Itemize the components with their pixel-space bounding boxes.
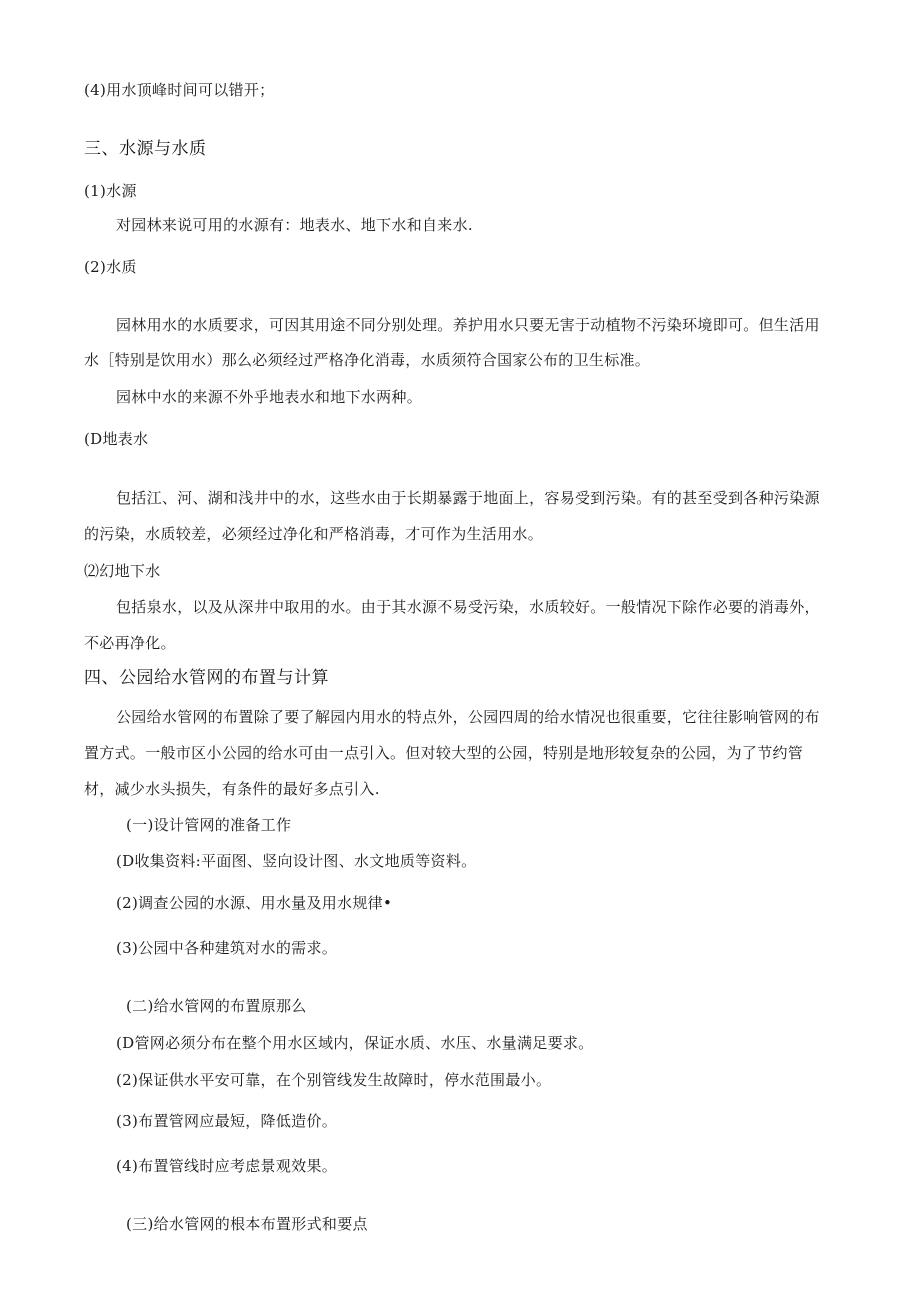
subsection-heading: (一)设计管网的准备工作 bbox=[126, 816, 292, 834]
list-item: (3)布置管网应最短，降低造价。 bbox=[116, 1112, 338, 1130]
paragraph: 园林用水的水质要求，可因其用途不同分别处理。养护用水只要无害于动植物不污染环境即可。但生活用 bbox=[116, 316, 820, 334]
list-item: (2)调查公园的水源、用水量及用水规律• bbox=[116, 894, 393, 912]
subheading: (1)水源 bbox=[84, 182, 137, 200]
paragraph-continued: 的污染，水质较差，必须经过净化和严格消毒，才可作为生活用水。 bbox=[84, 525, 544, 543]
subheading: ⑵幻地下水 bbox=[84, 562, 161, 580]
paragraph-continued: 置方式。一般市区小公园的给水可由一点引入。但对较大型的公园，特别是地形较复杂的公园，为了节约管 bbox=[84, 744, 804, 762]
list-item: (3)公园中各种建筑对水的需求。 bbox=[116, 939, 338, 957]
section-heading: 四、公园给水管网的布置与计算 bbox=[84, 668, 329, 688]
section-heading: 三、水源与水质 bbox=[84, 139, 207, 159]
paragraph: 公园给水管网的布置除了要了解园内用水的特点外，公园四周的给水情况也很重要，它往往影响管网的布 bbox=[116, 708, 820, 726]
list-item: (2)保证供水平安可靠，在个别管线发生故障时，停水范围最小。 bbox=[116, 1071, 552, 1089]
paragraph: 包括泉水，以及从深井中取用的水。由于其水源不易受污染，水质较好。一般情况下除作必要的消毒外， bbox=[116, 598, 820, 616]
subsection-heading: (三)给水管网的根本布置形式和要点 bbox=[126, 1215, 368, 1233]
list-item: (D收集资料:平面图、竖向设计图、水文地质等资料。 bbox=[116, 852, 477, 870]
subsection-heading: (二)给水管网的布置原那么 bbox=[126, 997, 307, 1015]
paragraph: 园林中水的来源不外乎地表水和地下水两种。 bbox=[116, 388, 423, 406]
paragraph: 对园林来说可用的水源有：地表水、地下水和自来水. bbox=[116, 216, 473, 234]
paragraph-continued: 材，减少水头损失，有条件的最好多点引入. bbox=[84, 780, 380, 798]
subheading: (D地表水 bbox=[84, 430, 149, 448]
list-item: (D管网必须分布在整个用水区域内，保证水质、水压、水量满足要求。 bbox=[116, 1034, 594, 1052]
paragraph-continued: 不必再净化。 bbox=[84, 634, 176, 652]
subheading: (2)水质 bbox=[84, 258, 137, 276]
paragraph: 包括江、河、湖和浅井中的水，这些水由于长期暴露于地面上，容易受到污染。有的甚至受到各种污染源 bbox=[116, 489, 820, 507]
list-item: (4)用水顶峰时间可以错开； bbox=[84, 81, 275, 99]
paragraph-continued: 水［特别是饮用水）那么必须经过严格净化消毒，水质须符合国家公布的卫生标准。 bbox=[84, 351, 651, 369]
list-item: (4)布置管线时应考虑景观效果。 bbox=[116, 1157, 338, 1175]
